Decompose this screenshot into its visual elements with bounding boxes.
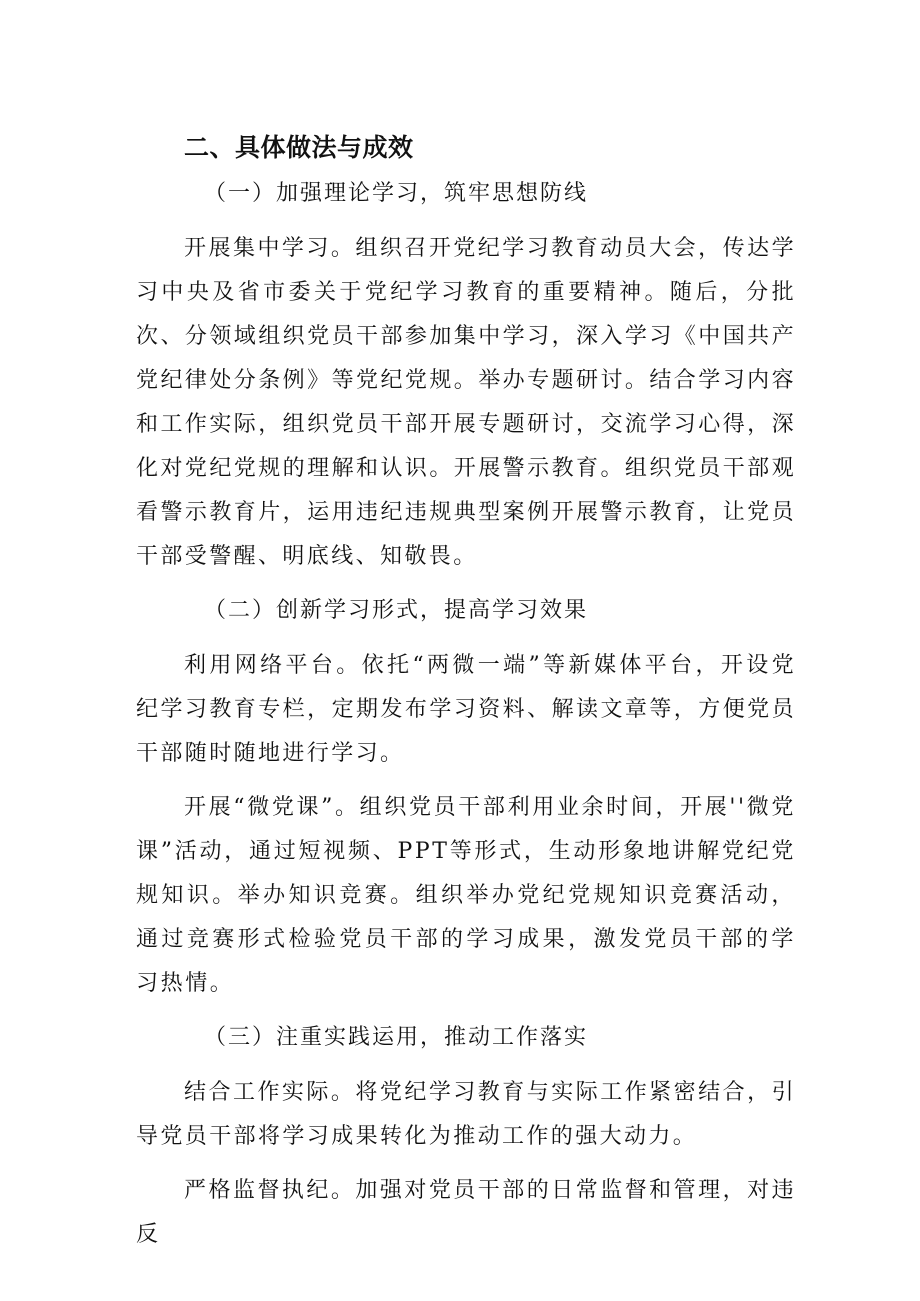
paragraph-online-platform: 利用网络平台。依托“两微一端”等新媒体平台，开设党纪学习教育专栏，定期发布学习资料、解读文章等，方便党员干部随时随地进行学习。 — [136, 653, 796, 766]
subsection-heading-1: （一）加强理论学习，筑牢思想防线 — [204, 181, 589, 206]
paragraph-work-practice: 结合工作实际。将党纪学习教育与实际工作紧密结合，引导党员干部将学习成果转化为推动工作的强大动力。 — [136, 1080, 796, 1149]
section-title: 二、具体做法与成效 — [184, 133, 414, 162]
subsection-heading-3: （三）注重实践运用，推动工作落实 — [204, 1025, 589, 1050]
paragraph-micro-lecture: 开展“微党课”。组织党员干部利用业余时间，开展''微党课”活动，通过短视频、PPT等形式，生动形象地讲解党纪党规知识。举办知识竞赛。组织举办党纪党规知识竞赛活动，通过竞赛形式检验党员干部的学习成果，激发党员干部的学习热情。 — [136, 795, 796, 996]
paragraph-focused-study: 开展集中学习。组织召开党纪学习教育动员大会，传达学习中央及省市委关于党纪学习教育的重要精神。随后，分批次、分领域组织党员干部参加集中学习，深入学习《中国共产党纪律处分条例》等党纪党规。举办专题研讨。结合学习内容和工作实际，组织党员干部开展专题研讨，交流学习心得，深化对党纪党规的理解和认识。开展警示教育。组织党员干部观看警示教育片，运用违纪违规典型案例开展警示教育，让党员干部受警醒、明底线、知敬畏。 — [136, 236, 796, 569]
subsection-heading-2: （二）创新学习形式，提高学习效果 — [204, 598, 589, 623]
paragraph-supervision: 严格监督执纪。加强对党员干部的日常监督和管理，对违反 — [136, 1178, 796, 1247]
document-body — [136, 126, 796, 1267]
